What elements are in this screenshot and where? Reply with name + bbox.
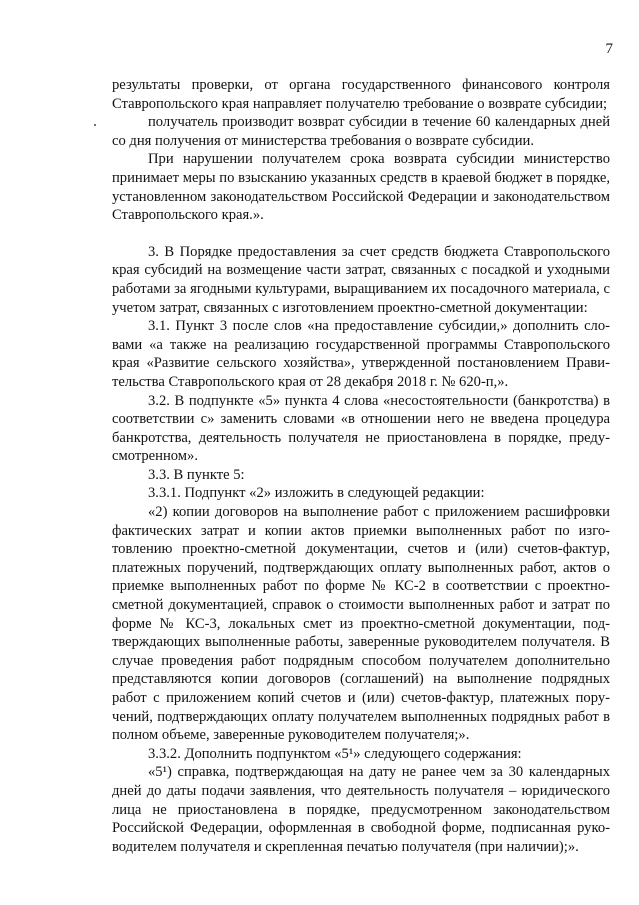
paragraph-3-1: 3.1. Пункт 3 после слов «на предоставление субсидии,» дополнить словами «а также на реализацию государственной программы Ставропольского края «Развитие сельского хозяйства», утвержденной постановлением Правительства Ставропольского края от 28 декабря 2018 г. № 620-п,». bbox=[112, 318, 610, 390]
paragraph-3-2: 3.2. В подпункте «5» пункта 4 слова «несостоятельности (банкротства) в соответствии с» заменить словами «в отношении него не введена процедура банкротства, деятельность получателя не приостановлена в порядке, предусмотренном». bbox=[112, 392, 610, 465]
scan-mark bbox=[94, 124, 96, 126]
paragraph-3-3-2: 3.3.2. Дополнить подпунктом «5¹» следующего содержания: bbox=[148, 745, 522, 762]
paragraph-3-3: 3.3. В пункте 5: bbox=[148, 466, 245, 483]
paragraph-subclause-5-1: «5¹) справка, подтверждающая на дату не ранее чем за 30 календарных дней до даты подачи заявления, что деятельность получателя – юридического лица не приостановлена в порядке, предусмотренном законодательством Российской Федерации, оформленная в свободной форме, подписанная руководителем получателя и скрепленная печатью получателя (при наличии);». bbox=[112, 764, 610, 855]
paragraph: получатель производит возврат субсидии в течение 60 календарных дней со дня получения от министерства требования о возврате субсидии. bbox=[112, 114, 610, 149]
paragraph-3-3-1: 3.3.1. Подпункт «2» изложить в следующей редакции: bbox=[148, 485, 485, 502]
paragraph-continuation: результаты проверки, от органа государственного финансового контроля Ставропольского края направляет получателю требование о возврате субсидии; bbox=[112, 77, 610, 112]
paragraph: При нарушении получателем срока возврата субсидии министерство принимает меры по взысканию указанных средств в краевой бюджет в порядке, установленном законодательством Российской Федерации и законодательством Ставропольского края.». bbox=[112, 151, 610, 224]
body-text bbox=[112, 76, 610, 856]
paragraph-subclause-2: «2) копии договоров на выполнение работ с приложением расшифровки фактических затрат и копии актов приемки выполненных работ по изготовлению проектно-сметной документации, счетов и (или) счетов-фактур, платежных поручений, подтверждающих оплату выполненных работ, актов о приемке выполненных работ по форме № КС-2 в соответствии с проектносметной документацией, справок о стоимости выполненных работ и затрат по форме № КС-3, локальных смет из проектно-сметной документации, подтверждающих выполненные работы, заверенные руководителем получателя. В случае проведения работ подрядным способом получателем дополнительно представляются копии договоров (соглашений) на выполнение подрядных работ с приложением копий счетов и (или) счетов-фактур, платежных поручений, подтверждающих оплату получателем выполненных подрядных работ в полном объеме, заверенные руководителем получателя;». bbox=[112, 504, 610, 744]
page-number: 7 bbox=[605, 41, 613, 57]
paragraph-section-3: 3. В Порядке предоставления за счет средств бюджета Ставропольского края субсидий на возмещение части затрат, связанных с посадкой и уходными работами за ягодными культурами, выращиванием их посадочного материала, с учетом затрат, связанных с изготовлением проектно-сметной документации: bbox=[112, 243, 610, 316]
